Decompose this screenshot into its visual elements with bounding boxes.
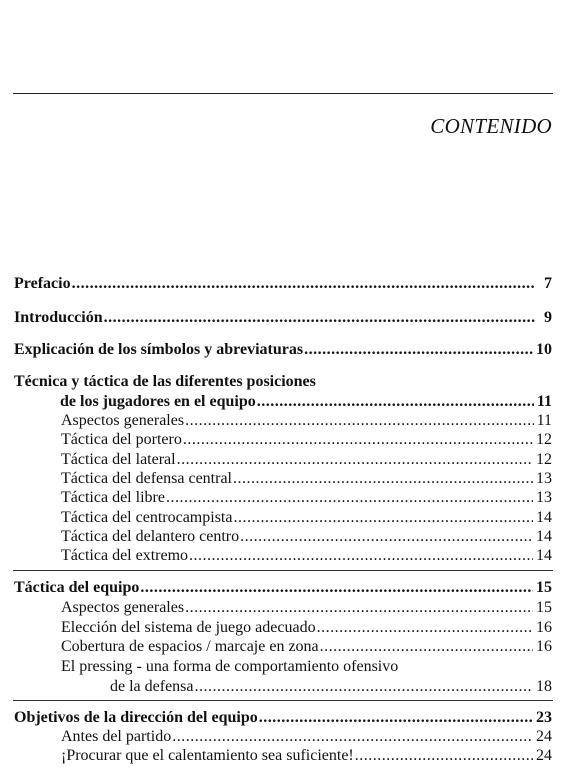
leader-dots xyxy=(177,450,533,470)
leader-dots xyxy=(189,546,533,566)
toc-page-number: 12 xyxy=(536,451,552,468)
toc-subentry[interactable] xyxy=(61,618,552,638)
section-divider xyxy=(13,570,553,571)
toc-entry-label: Explicación de los símbolos y abreviaturas xyxy=(14,341,304,358)
toc-entry-label: Objetivos de la dirección del equipo xyxy=(14,709,258,726)
toc-entry-label: Antes del partido xyxy=(61,728,172,745)
toc-page-number: 11 xyxy=(536,393,552,410)
toc-subentry[interactable] xyxy=(61,430,552,450)
toc-page-number: 24 xyxy=(536,728,552,745)
leader-dots xyxy=(195,677,533,697)
toc-page-number: 12 xyxy=(536,431,552,448)
toc-subentry-pressing-line1: El pressing - una forma de comportamiento ofensivo xyxy=(61,658,399,675)
toc-entry-prefacio[interactable] xyxy=(14,274,552,294)
toc-page-number: 13 xyxy=(536,470,552,487)
toc-page-number: 18 xyxy=(536,678,552,695)
toc-entry-explicacion[interactable] xyxy=(14,340,552,360)
toc-page-number: 14 xyxy=(536,547,552,564)
toc-subentry[interactable] xyxy=(61,546,552,566)
leader-dots xyxy=(172,727,533,747)
toc-page-number: 24 xyxy=(536,747,552,764)
toc-page-number: 11 xyxy=(536,412,552,429)
toc-page-number: 14 xyxy=(536,528,552,545)
leader-dots xyxy=(183,430,533,450)
leader-dots xyxy=(355,746,533,766)
toc-entry-label: Introducción xyxy=(14,309,103,326)
toc-subentry[interactable] xyxy=(61,727,552,747)
leader-dots xyxy=(185,411,534,431)
toc-subentry[interactable] xyxy=(61,488,552,508)
toc-page-number: 10 xyxy=(536,341,552,358)
toc-entry-label: de los jugadores en el equipo xyxy=(60,393,256,410)
toc-subentry[interactable] xyxy=(61,411,552,431)
leader-dots xyxy=(259,708,533,728)
toc-entry-label: Prefacio xyxy=(14,275,71,292)
toc-page-number: 23 xyxy=(536,709,552,726)
leader-dots xyxy=(104,308,535,328)
toc-subentry[interactable] xyxy=(61,746,552,766)
leader-dots xyxy=(317,618,533,638)
leader-dots xyxy=(72,274,535,294)
toc-entry-label: Elección del sistema de juego adecuado xyxy=(61,619,316,636)
toc-subentry[interactable] xyxy=(61,527,552,547)
toc-entry-label: Táctica del extremo xyxy=(61,547,189,564)
leader-dots xyxy=(233,469,533,489)
toc-subentry[interactable] xyxy=(61,450,552,470)
toc-entry-introduccion[interactable] xyxy=(14,308,552,328)
toc-page-number: 14 xyxy=(536,509,552,526)
toc-entry-tactica-equipo[interactable] xyxy=(14,578,552,598)
leader-dots xyxy=(240,527,533,547)
toc-entry-tecnica[interactable] xyxy=(60,392,552,412)
toc-page-number: 13 xyxy=(536,489,552,506)
page-title: CONTENIDO xyxy=(430,114,552,138)
toc-entry-label: Aspectos generales xyxy=(61,412,185,429)
leader-dots xyxy=(233,508,533,528)
toc-page-number: 9 xyxy=(544,309,552,326)
toc-entry-label: ¡Procurar que el calentamiento sea suficiente! xyxy=(61,747,354,764)
toc-page-number: 16 xyxy=(536,638,552,655)
top-rule xyxy=(13,93,553,94)
toc-entry-label: Táctica del centrocampista xyxy=(61,509,233,526)
section-divider xyxy=(13,700,553,701)
toc-entry-label: Cobertura de espacios / marcaje en zona xyxy=(61,638,319,655)
toc-entry-label: Táctica del lateral xyxy=(61,451,176,468)
toc-entry-label: Táctica del equipo xyxy=(14,579,140,596)
toc-subentry[interactable] xyxy=(61,469,552,489)
leader-dots xyxy=(320,637,533,657)
toc-entry-label: de la defensa xyxy=(110,678,194,695)
leader-dots xyxy=(304,340,533,360)
toc-page-number: 15 xyxy=(536,599,552,616)
toc-page-number: 7 xyxy=(544,275,552,292)
toc-page-number: 15 xyxy=(536,579,552,596)
toc-page-number: 16 xyxy=(536,619,552,636)
toc-entry-objetivos[interactable] xyxy=(14,708,552,728)
leader-dots xyxy=(257,392,534,412)
toc-entry-label: Táctica del portero xyxy=(61,431,182,448)
leader-dots xyxy=(185,598,533,618)
leader-dots xyxy=(140,578,533,598)
toc-entry-label: Táctica del libre xyxy=(61,489,165,506)
toc-subentry-pressing[interactable] xyxy=(110,677,552,697)
toc-subentry[interactable] xyxy=(61,598,552,618)
toc-entry-label: Táctica del defensa central xyxy=(61,470,232,487)
toc-entry-label: Aspectos generales xyxy=(61,599,185,616)
toc-subentry[interactable] xyxy=(61,637,552,657)
toc-subentry[interactable] xyxy=(61,508,552,528)
leader-dots xyxy=(166,488,533,508)
toc-entry-label: Táctica del delantero centro xyxy=(61,528,240,545)
toc-entry-tecnica-line1: Técnica y táctica de las diferentes posiciones xyxy=(14,373,316,390)
